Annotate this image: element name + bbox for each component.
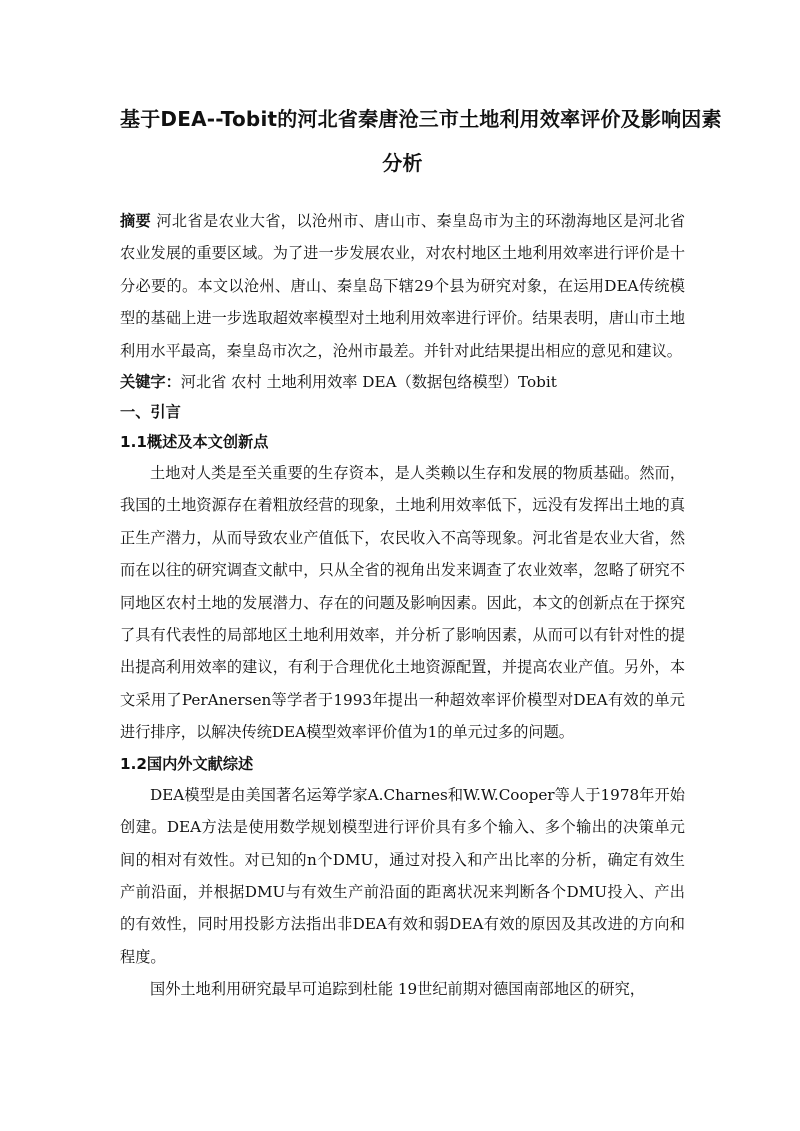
section-heading-introduction: 一、引言 <box>120 403 181 422</box>
paper-title <box>120 97 722 185</box>
keywords <box>120 367 685 397</box>
abstract-label: 摘要 <box>120 212 152 230</box>
section-heading-1-2: 1.2国内外文献综述 <box>120 754 254 773</box>
title-line-1: 基于DEA--Tobit的河北省秦唐沧三市土地利用效率评价及影响因素 <box>120 107 722 131</box>
title-line-2: 分析 <box>382 151 423 175</box>
section-heading-1-1: 1.1概述及本文创新点 <box>120 433 269 452</box>
abstract-text: 河北省是农业大省，以沧州市、唐山市、秦皇岛市为主的环渤海地区是河北省农业发展的重要区域。为了进一步发展农业，对农村地区土地利用效率进行评价是十分必要的。本文以沧州、唐山、秦皇岛下辖29个县为研究对象，在运用DEA传统模型的基础上进一步选取超效率模型对土地利用效率进行评价。结果表明，唐山市土地利用水平最高，秦皇岛市次之，沧州市最差。并针对此结果提出相应的意见和建议。 <box>120 212 686 360</box>
keywords-text: 河北省 农村 土地利用效率 DEA（数据包络模型）Tobit <box>180 373 557 392</box>
abstract <box>120 205 685 367</box>
paragraph-3: 国外土地利用研究最早可追踪到杜能 19世纪前期对德国南部地区的研究， <box>150 980 645 999</box>
document-page <box>120 97 722 1006</box>
paragraph-1: 土地对人类是至关重要的生存资本，是人类赖以生存和发展的物质基础。然而，我国的土地资源存在着粗放经营的现象，土地利用效率低下，远没有发挥出土地的真正生产潜力，从而导致农业产值低下，农民收入不高等现象。河北省是农业大省，然而在以往的研究调查文献中，只从全省的视角出发来调查了农业效率，忽略了研究不同地区农村土地的发展潜力、存在的问题及影响因素。因此，本文的创新点在于探究了具有代表性的局部地区土地利用效率，并分析了影响因素，从而可以有针对性的提出提高利用效率的建议，有利于合理优化土地资源配置，并提高农业产值。另外，本文采用了PerAnersen等学者于1993年提出一种超效率评价模型对DEA有效的单元进行排序，以解决传统DEA模型效率评价值为1的单元过多的问题。 <box>120 464 685 742</box>
paragraph-2: DEA模型是由美国著名运筹学家A.Charnes和W.W.Cooper等人于1978年开始创建。DEA方法是使用数学规划模型进行评价具有多个输入、多个输出的决策单元间的相对有效性。对已知的n个DMU，通过对投入和产出比率的分析，确定有效生产前沿面，并根据DMU与有效生产前沿面的距离状况来判断各个DMU投入、产出的有效性，同时用投影方法指出非DEA有效和弱DEA有效的原因及其改进的方向和程度。 <box>120 785 685 966</box>
keywords-label: 关键字： <box>120 373 181 392</box>
